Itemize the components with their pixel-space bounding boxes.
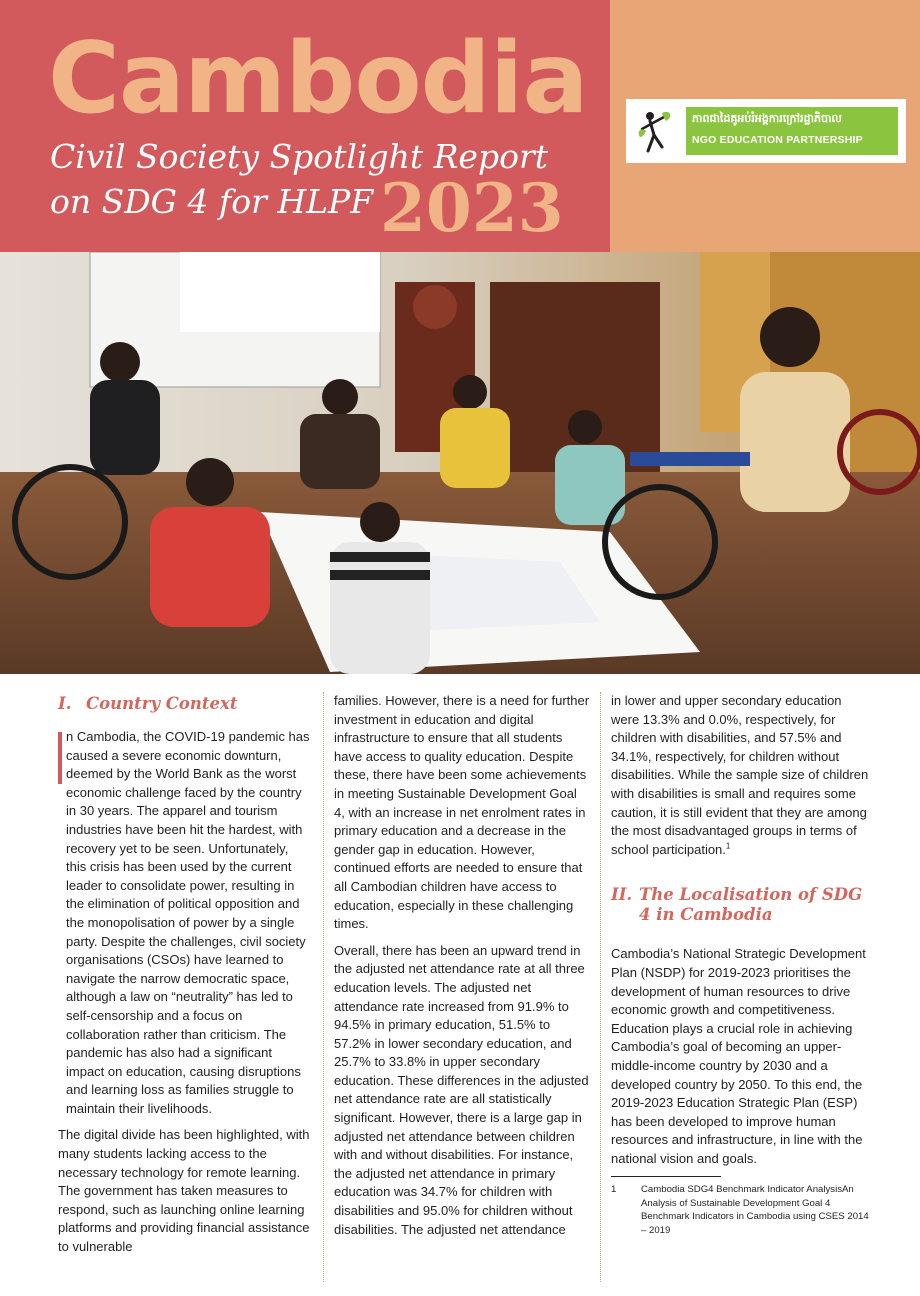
footnote-reference[interactable]: 1 — [725, 841, 731, 851]
text-column-2 — [334, 692, 590, 1247]
footnote-number: 1 — [611, 1184, 617, 1196]
column-divider — [323, 692, 324, 1282]
country-context-paragraph-1 — [58, 728, 312, 1118]
section-title: Country Context — [86, 694, 238, 713]
section-heading-localisation — [611, 885, 869, 925]
report-country-title: Cambodia — [48, 22, 588, 136]
paragraph-text: n Cambodia, the COVID-19 pandemic has caused a severe economic downturn, deemed by the World Bank as the worst economic challenge faced by the country in 30 years. The apparel and tourism industries have been hit the hardest, with recovery yet to be seen. Unfortunately, this crisis has been used by the current leader to consolidate power, resulting in the elimination of political opposition and the monopolisation of power by a single party. Despite the challenges, civil society organisations (CSOs) have learned to navigate the narrow democratic space, although a law on “neutrality” has led to self-censorship and a focus on collaboration rather than criticism. The pandemic has also had a significant impact on education, causing disruptions and learning loss as families struggle to maintain their livelihoods. — [66, 729, 310, 1116]
text-column-3 — [611, 692, 869, 1237]
ngo-education-partnership-logo — [626, 99, 906, 163]
country-context-paragraph-5 — [611, 692, 869, 859]
section-number: II. — [611, 885, 633, 905]
country-context-paragraph-2: The digital divide has been highlighted, with many students lacking access to the necessary technology for remote learning. The government has taken measures to respond, such as launching online learning platforms and providing financial assistance to vulnerable — [58, 1127, 310, 1255]
section-title: The Localisation of SDG 4 in Cambodia — [639, 885, 863, 925]
consultation-photo — [0, 252, 920, 674]
footnote — [611, 1183, 869, 1237]
paragraph-text: in lower and upper secondary education were 13.3% and 0.0%, respectively, for children with disabilities, and 57.5% and 34.1%, respectively, for children without disabilities. While the sample size of children with disabilities is small and requires some caution, it is still evident that they are among the most disadvantaged groups in terms of school participation. — [611, 693, 869, 857]
logo-khmer-text: ភាពជាដៃគូអប់រំអង្គការក្រៅរដ្ឋាភិបាល — [692, 113, 842, 125]
section-heading-country-context — [58, 694, 312, 714]
text-column-1 — [58, 692, 312, 1265]
dancing-figure-logo-icon — [636, 107, 676, 155]
logo-text-band — [686, 107, 898, 155]
country-context-paragraph-4: Overall, there has been an upward trend in the adjusted net attendance rate at all three education levels. The adjusted net attendance rate increased from 91.9% to 94.5% in primary education, 51.5% to 57.2% in lower secondary education, and 25.7% to 33.8% in upper secondary education. These differences in the adjusted net attendance rate are all statistically significant. However, there is a large gap in adjusted net attendance between children with and without disabilities. For instance, the adjusted net attendance in primary education was 34.7% for children with disabilities and 95.0% for children without disabilities. The adjusted net attendance — [334, 942, 589, 1237]
report-year: 2023 — [380, 169, 564, 247]
footnote-text: Cambodia SDG4 Benchmark Indicator AnalysisAn Analysis of Sustainable Development Goal 4 Benchmark Indicators in Cambodia using CSES 2014 – 2019 — [641, 1184, 869, 1236]
section-number: I. — [58, 694, 72, 713]
column-divider — [600, 692, 601, 1282]
drop-cap-bar — [58, 732, 62, 784]
logo-english-text: NGO EDUCATION PARTNERSHIP — [692, 134, 863, 146]
localisation-paragraph-1: Cambodia’s National Strategic Development Plan (NSDP) for 2019-2023 prioritises the development of human resources to drive economic growth and competitiveness. Education plays a crucial role in achieving Cambodia’s goal of becoming an upper-middle-income country by 2030 and a developed country by 2050. To this end, the 2019-2023 Education Strategic Plan (ESP) has been developed to improve human resources and infrastructure, in line with the national vision and goals. — [611, 946, 866, 1166]
consultation-photo-illustration — [0, 252, 920, 674]
report-subtitle-line2: on SDG 4 for HLPF — [50, 182, 374, 221]
report-subtitle-line1: Civil Society Spotlight Report — [50, 137, 548, 176]
country-context-paragraph-3: families. However, there is a need for further investment in education and digital infrastructure to ensure that all students have access to quality education. Despite these, there have been some achievements in meeting Sustainable Development Goal 4, with an increase in net enrolment rates in primary education and a decrease in the gender gap in education. However, continued efforts are needed to ensure that all Cambodian children have access to education, especially in these challenging times. — [334, 693, 590, 932]
footnote-rule — [611, 1176, 721, 1177]
